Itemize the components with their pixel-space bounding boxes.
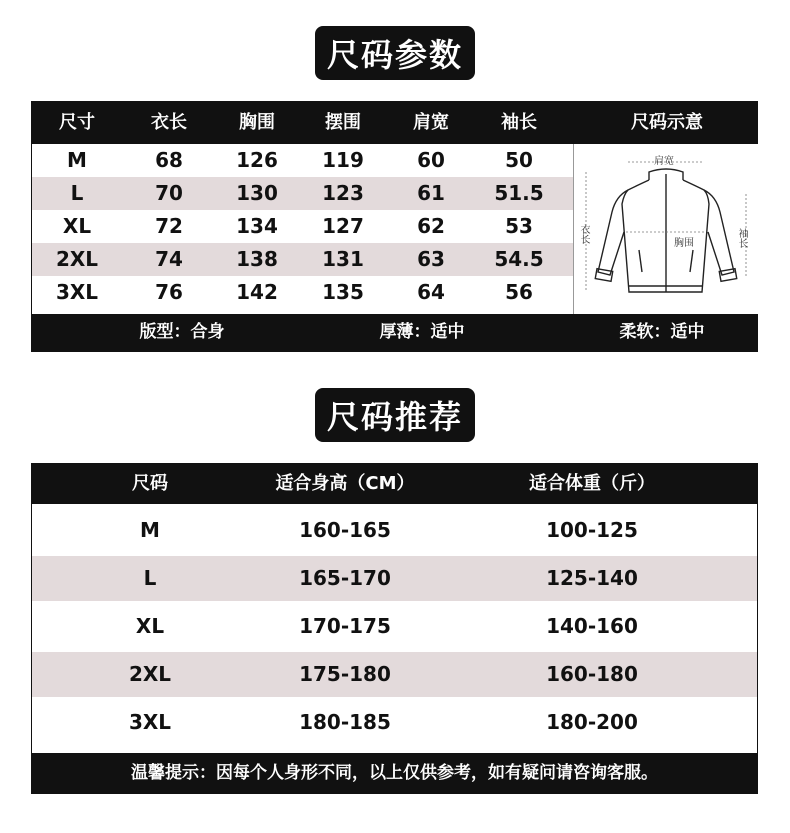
size-recommend-table [31,463,758,794]
cell: 119 [322,148,364,172]
params-footer [32,314,757,351]
cell: XL [62,214,92,238]
cell: 51.5 [494,181,544,205]
cell: 2XL [128,662,172,686]
table-row [32,276,573,309]
cell: 130 [236,181,278,205]
cell: 60 [417,148,445,172]
cell: 160-180 [546,662,638,686]
header-sleeve: 袖长 [501,112,537,133]
header-weight: 适合体重（斤） [529,473,655,494]
recommend-footer [32,753,757,793]
cell: 61 [417,181,445,205]
header-size: 尺码 [132,473,168,494]
header-diagram: 尺码示意 [631,112,703,133]
table-row [32,604,757,649]
cell: 2XL [55,247,99,271]
cell: 134 [236,214,278,238]
table-row [32,177,573,210]
cell: 62 [417,214,445,238]
header-length: 衣长 [151,112,187,133]
table-row [32,652,757,697]
header-height: 适合身高（CM） [275,473,415,494]
cell: 100-125 [546,518,638,542]
cell: 123 [322,181,364,205]
header-hem: 摆围 [325,112,361,133]
cell: 165-170 [299,566,391,590]
cell: 72 [155,214,183,238]
table-row [32,243,573,276]
size-params-table [31,101,758,352]
header-chest: 胸围 [239,112,275,133]
diagram-label-chest: 胸围 [674,238,694,249]
cell: 126 [236,148,278,172]
header-shoulder: 肩宽 [413,112,449,133]
cell: 125-140 [546,566,638,590]
cell: 131 [322,247,364,271]
cell: L [70,181,84,205]
size-params-title: 尺码参数 [315,26,475,80]
cell: 64 [417,280,445,304]
size-recommend-title: 尺码推荐 [315,388,475,442]
diagram-label-sleeve: 袖长 [736,228,747,248]
cell: 142 [236,280,278,304]
cell: 76 [155,280,183,304]
cell: M [67,148,87,172]
footer-thickness: 厚薄：适中 [379,322,465,342]
table-row [32,700,757,745]
cell: 135 [322,280,364,304]
footer-softness: 柔软：适中 [619,322,705,342]
cell: M [140,518,160,542]
cell: 68 [155,148,183,172]
cell: 180-185 [299,710,391,734]
table-row [32,210,573,243]
diagram-label-length: 衣长 [578,224,589,244]
cell: 54.5 [494,247,544,271]
params-header-row [32,102,757,144]
cell: 3XL [55,280,99,304]
table-row [32,556,757,601]
header-size: 尺寸 [59,112,95,133]
cell: 160-165 [299,518,391,542]
cell: 3XL [128,710,172,734]
footer-tip: 温馨提示：因每个人身形不同，以上仅供参考，如有疑问请咨询客服。 [131,763,658,783]
footer-fit: 版型：合身 [139,322,225,342]
diagram-label-shoulder: 肩宽 [654,156,674,167]
cell: 74 [155,247,183,271]
cell: 138 [236,247,278,271]
cell: 170-175 [299,614,391,638]
cell: XL [135,614,165,638]
table-row [32,508,757,553]
cell: 63 [417,247,445,271]
recommend-header-row [32,464,757,504]
cell: 175-180 [299,662,391,686]
jacket-outline-illustration [574,144,758,312]
cell: 56 [505,280,533,304]
cell: 127 [322,214,364,238]
cell: L [143,566,157,590]
jacket-diagram [573,144,758,314]
cell: 180-200 [546,710,638,734]
cell: 140-160 [546,614,638,638]
cell: 53 [505,214,533,238]
cell: 50 [505,148,533,172]
cell: 70 [155,181,183,205]
table-row [32,144,573,177]
